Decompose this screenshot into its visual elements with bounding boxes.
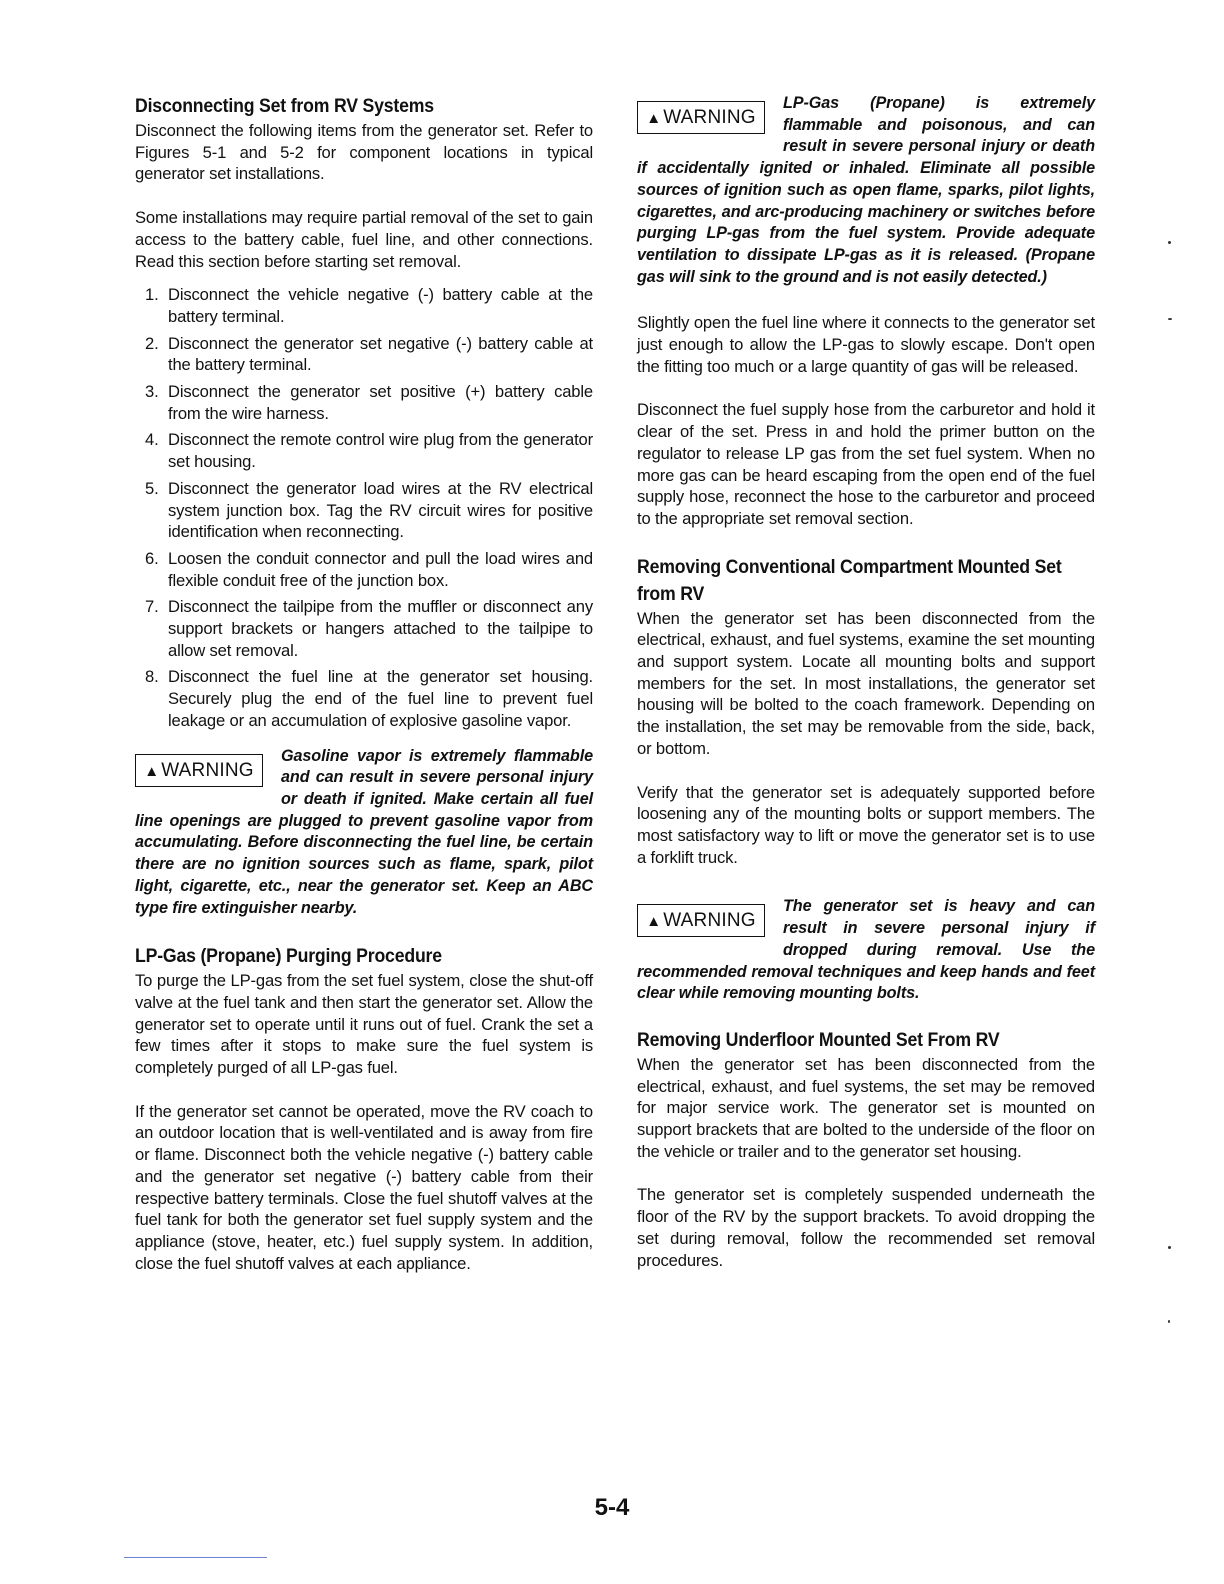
- list-item: 7. Disconnect the tailpipe from the muffler or disconnect any support brackets or hangers attached to the tailpipe to allow set removal.: [145, 597, 593, 660]
- paragraph: Slightly open the fuel line where it connects to the generator set just enough to allow the LP-gas to slowly escape. Don't open the fitting too much or a large quantity of gas will be released.: [637, 313, 1095, 376]
- footer-rule: [124, 1557, 267, 1558]
- warning-label-box: ▲ WARNING: [637, 101, 765, 134]
- right-column: [637, 93, 1095, 1271]
- section-heading-disconnecting: Disconnecting Set from RV Systems: [135, 96, 434, 117]
- paragraph: When the generator set has been disconnected from the electrical, exhaust, and fuel systems, examine the set mounting and support system. Locate all mounting bolts and support members for the set. In most installations, the generator set housing will be bolted to the coach framework. Depending on the installation, the set may be removable from the side, back, or bottom.: [637, 608, 1095, 758]
- scan-speck: [1168, 241, 1171, 244]
- list-item: 5. Disconnect the generator load wires at the RV electrical system junction box. Tag the RV circuit wires for positive identification when reconnecting.: [145, 478, 593, 542]
- paragraph: Disconnect the following items from the generator set. Refer to Figures 5-1 and 5-2 for component locations in typical generator set installations.: [135, 121, 593, 184]
- warning-label-box: ▲ WARNING: [637, 904, 765, 937]
- left-column: [135, 93, 593, 1274]
- list-item: 8. Disconnect the fuel line at the generator set housing. Securely plug the end of the fuel line to prevent fuel leakage or an accumulation of explosive gasoline vapor.: [145, 667, 593, 730]
- paragraph: When the generator set has been disconnected from the electrical, exhaust, and fuel systems, the set may be removed for major service work. The generator set is mounted on support brackets that are bolted to the underside of the floor on the vehicle or trailer and to the generator set housing.: [637, 1054, 1095, 1161]
- paragraph: Disconnect the fuel supply hose from the carburetor and hold it clear of the set. Press in and hold the primer button on the regulator to release LP gas from the set fuel system. When no more gas can be heard escaping from the open end of the fuel supply hose, reconnect the hose to the carburetor and proceed to the appropriate set removal section.: [637, 400, 1095, 528]
- section-heading-conventional-compartment: Removing Conventional Compartment Mounted Set from RV: [637, 556, 1062, 605]
- paragraph: If the generator set cannot be operated, move the RV coach to an outdoor location that is well-ventilated and is away from fire or flame. Disconnect both the vehicle negative (-) battery cable and the generator set negative (-) battery cable from their respective battery terminals. Close the fuel shutoff valves at the fuel tank for both the generator set fuel supply system and the appliance (stove, heater, etc.) fuel supply system. In addition, close the fuel shutoff valves at each appliance.: [135, 1101, 593, 1273]
- list-item: 1. Disconnect the vehicle negative (-) battery cable at the battery terminal.: [145, 285, 593, 326]
- paragraph: The generator set is completely suspended underneath the floor of the RV by the support brackets. To avoid dropping the set during removal, follow the recommended set removal procedures.: [637, 1185, 1095, 1270]
- paragraph: To purge the LP-gas from the set fuel system, close the shut-off valve at the fuel tank and then start the generator set. Allow the generator set to operate until it runs out of fuel. Crank the set a few times after it stops to make sure the fuel system is completely purged of all LP-gas fuel.: [135, 971, 593, 1078]
- paragraph: Some installations may require partial removal of the set to gain access to the battery cable, fuel line, and other connections. Read this section before starting set removal.: [135, 208, 593, 271]
- heavy-set-warning: ▲ WARNING The generator set is heavy and can result in severe personal injury if dropped during removal. Use the recommended removal techniques and keep hands and feet clear while removing mounting bolts.: [637, 897, 1095, 1003]
- warning-label-box: ▲ WARNING: [135, 754, 263, 787]
- warning-triangle-icon: ▲: [646, 110, 662, 127]
- scan-speck: [1168, 318, 1172, 320]
- warning-triangle-icon: ▲: [144, 762, 160, 780]
- scan-speck: [1168, 1246, 1171, 1249]
- lp-gas-warning: ▲ WARNING LP-Gas (Propane) is extremely flammable and poisonous, and can result in severe personal injury or death if accidentally ignited or inhaled. Eliminate all possible sources of ignition such as open flame, sparks, pilot lights, cigarettes, and arc-producing machinery or switches before purging LP-gas from the fuel system. Provide adequate ventilation to dissipate LP-gas as it is released. (Propane gas will sink to the ground and is not easily detected.): [637, 94, 1095, 286]
- scan-speck: [1168, 1320, 1170, 1323]
- list-item: 2. Disconnect the generator set negative (-) battery cable at the battery terminal.: [145, 333, 593, 375]
- gasoline-warning: ▲ WARNING Gasoline vapor is extremely flammable and can result in severe personal injury or death if ignited. Make certain all fuel line openings are plugged to prevent gasoline vapor from accumulating. Before disconnecting the fuel line, be certain there are no ignition sources such as flame, spark, pilot light, cigarette, etc., near the generator set. Keep an ABC type fire extinguisher nearby.: [135, 746, 593, 917]
- list-item: 3. Disconnect the generator set positive (+) battery cable from the wire harness.: [145, 382, 593, 423]
- warning-triangle-icon: ▲: [646, 913, 662, 931]
- disconnect-steps-list: [135, 284, 593, 731]
- section-heading-lp-gas-purging: LP-Gas (Propane) Purging Procedure: [135, 946, 442, 968]
- list-item: 6. Loosen the conduit connector and pull the load wires and flexible conduit free of the junction box.: [145, 548, 593, 590]
- list-item: 4. Disconnect the remote control wire plug from the generator set housing.: [145, 430, 593, 472]
- section-heading-underfloor: Removing Underfloor Mounted Set From RV: [637, 1029, 1000, 1051]
- paragraph: Verify that the generator set is adequately supported before loosening any of the mounting bolts or support members. The most satisfactory way to lift or move the generator set is to use a forklift truck.: [637, 782, 1095, 867]
- page-number: 5-4: [594, 1494, 630, 1521]
